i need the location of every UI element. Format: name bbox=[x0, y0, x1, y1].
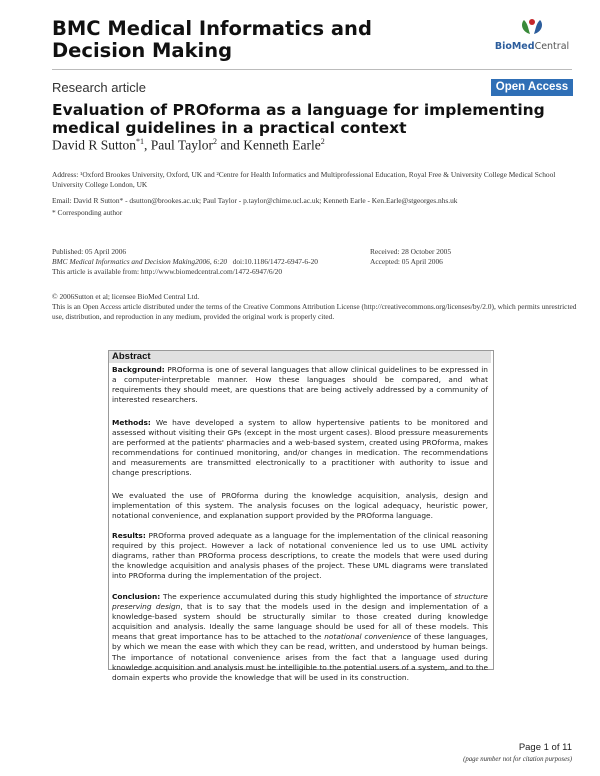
emphasis: structure preserving design bbox=[112, 592, 488, 612]
biomed-leaf-icon bbox=[518, 16, 546, 38]
citation: BMC Medical Informatics and Decision Making2006, 6:20 bbox=[52, 257, 228, 266]
section-text: We have developed a system to allow hypertensive patients to be monitored and assessed without visiting their GPs (except in the most urgent cases). Blood pressure measurements are performed at the patients' pharmacies and a web-based system, created using PROforma, makes recommendations for continued monitoring, and/or changes in medication. The recommendations and measurements are transmitted electronically to a practitioner with authority to issue and change prescriptions. bbox=[112, 418, 488, 478]
affiliation-address: Address: ¹Oxford Brookes University, Oxford, UK and ²Centre for Health Informatics and Multiprofessional Education, Royal Free & University College Medical School University College London, UK bbox=[52, 170, 556, 189]
emphasis: notational convenience bbox=[324, 632, 412, 642]
page-number: Page 1 of 11 bbox=[518, 742, 572, 753]
author-affiliation: 2 bbox=[320, 137, 325, 146]
license-text: This is an Open Access article distributed under the terms of the Creative Commons Attribution License (http://creativecommons.org/licenses/by/2.0), which permits unrestricted use, distribution, and reproduction in any medium, provided the original work is properly cited. bbox=[52, 302, 577, 321]
section-text: PROforma proved adequate as a language for the implementation of the clinical reasoning required by this project. However a lack of notational convenience led us to use UML activity diagrams, rather than PROforma process descriptions, to create the models that were used during the knowledge acquisition and analysis phases of the project. These UML diagrams were translated into PROforma during the implementation of the project. bbox=[112, 531, 488, 581]
section-label: Methods: bbox=[112, 418, 151, 427]
abstract-background bbox=[112, 365, 488, 405]
section-text: , that is to say that the models used in the design and implementation of a knowledge-based system should be structurally similar to those created during knowledge acquisition and analysis. Ideally the same language should be used for all of these models. This means that great importance has to be attached to the bbox=[112, 602, 488, 642]
author-name[interactable]: Kenneth Earle bbox=[243, 137, 321, 153]
published-date: Published: 05 April 2006 bbox=[52, 247, 127, 256]
header-divider bbox=[52, 69, 572, 70]
section-text: PROforma is one of several languages that allow clinical guidelines to be expressed in a computer-interpretable manner. How these languages should be compared, and what requirements they should meet, are questions that are being actively addressed by a community of interested researchers. bbox=[112, 365, 488, 405]
article-type: Research article bbox=[52, 80, 146, 95]
citation-line bbox=[52, 257, 372, 267]
journal-title: BMC Medical Informatics and Decision Making bbox=[52, 17, 372, 62]
biomed-central-logo[interactable] bbox=[492, 16, 572, 56]
author-separator: and bbox=[216, 137, 244, 153]
section-label: Conclusion: bbox=[112, 592, 161, 601]
section-label: Background: bbox=[112, 365, 165, 374]
page-number-note: (page number not for citation purposes) bbox=[463, 756, 572, 763]
article-title: Evaluation of PROforma as a language for implementing medical guidelines in a practical context bbox=[52, 101, 545, 137]
logo-central: Central bbox=[534, 41, 570, 52]
author-name[interactable]: Paul Taylor bbox=[150, 137, 213, 153]
abstract-results bbox=[112, 531, 488, 581]
received-date: Received: 28 October 2005 bbox=[370, 247, 452, 256]
abstract-conclusion bbox=[112, 592, 488, 683]
abstract-header-bar bbox=[109, 351, 491, 363]
abstract-methods bbox=[112, 418, 488, 479]
section-text: of these languages, by which we mean the ease with which they can be read, written, and understood by human beings. The importance of notational convenience arises from the fact that a language used during knowledge acquisition and analysis must be intelligible to the potential users of a system, and to the domain experts who provide the knowledge that will be used in its construction. bbox=[112, 632, 488, 682]
copyright-block bbox=[52, 292, 577, 322]
logo-bio: BioMed bbox=[494, 41, 535, 52]
logo-wordmark bbox=[492, 41, 572, 52]
corresponding-author-note: * Corresponding author bbox=[52, 208, 123, 217]
article-url[interactable]: This article is available from: http://www.biomedcentral.com/1472-6947/6/20 bbox=[52, 267, 283, 276]
doi[interactable]: doi:10.1186/1472-6947-6-20 bbox=[232, 257, 318, 266]
abstract-methods-continued: We evaluated the use of PROforma during the knowledge acquisition, analysis, design and implementation of this system. The analysis focuses on the logical adequacy, heuristic power, notational convenience, and explanation support provided by the PROforma language. bbox=[112, 491, 488, 521]
author-affiliation: 2 bbox=[212, 137, 217, 146]
author-emails[interactable]: Email: David R Sutton* - dsutton@brookes.ac.uk; Paul Taylor - p.taylor@chime.ucl.ac.uk; Kenneth Earle - Ken.Earle@stgeorges.nhs.uk bbox=[52, 196, 458, 205]
section-text: The experience accumulated during this study highlighted the importance of bbox=[162, 592, 455, 601]
abstract-heading: Abstract bbox=[112, 351, 151, 362]
open-access-badge[interactable]: Open Access bbox=[491, 79, 573, 96]
copyright-line: © 2006Sutton et al; licensee BioMed Central Ltd. bbox=[52, 292, 200, 301]
author-list bbox=[52, 137, 572, 154]
author-affiliation: *1 bbox=[136, 137, 145, 146]
received-accepted bbox=[370, 247, 570, 267]
author-name[interactable]: David R Sutton bbox=[52, 137, 137, 153]
accepted-date: Accepted: 05 April 2006 bbox=[370, 257, 443, 266]
publication-info bbox=[52, 247, 372, 277]
section-label: Results: bbox=[112, 531, 146, 540]
author-separator: , bbox=[144, 137, 151, 153]
